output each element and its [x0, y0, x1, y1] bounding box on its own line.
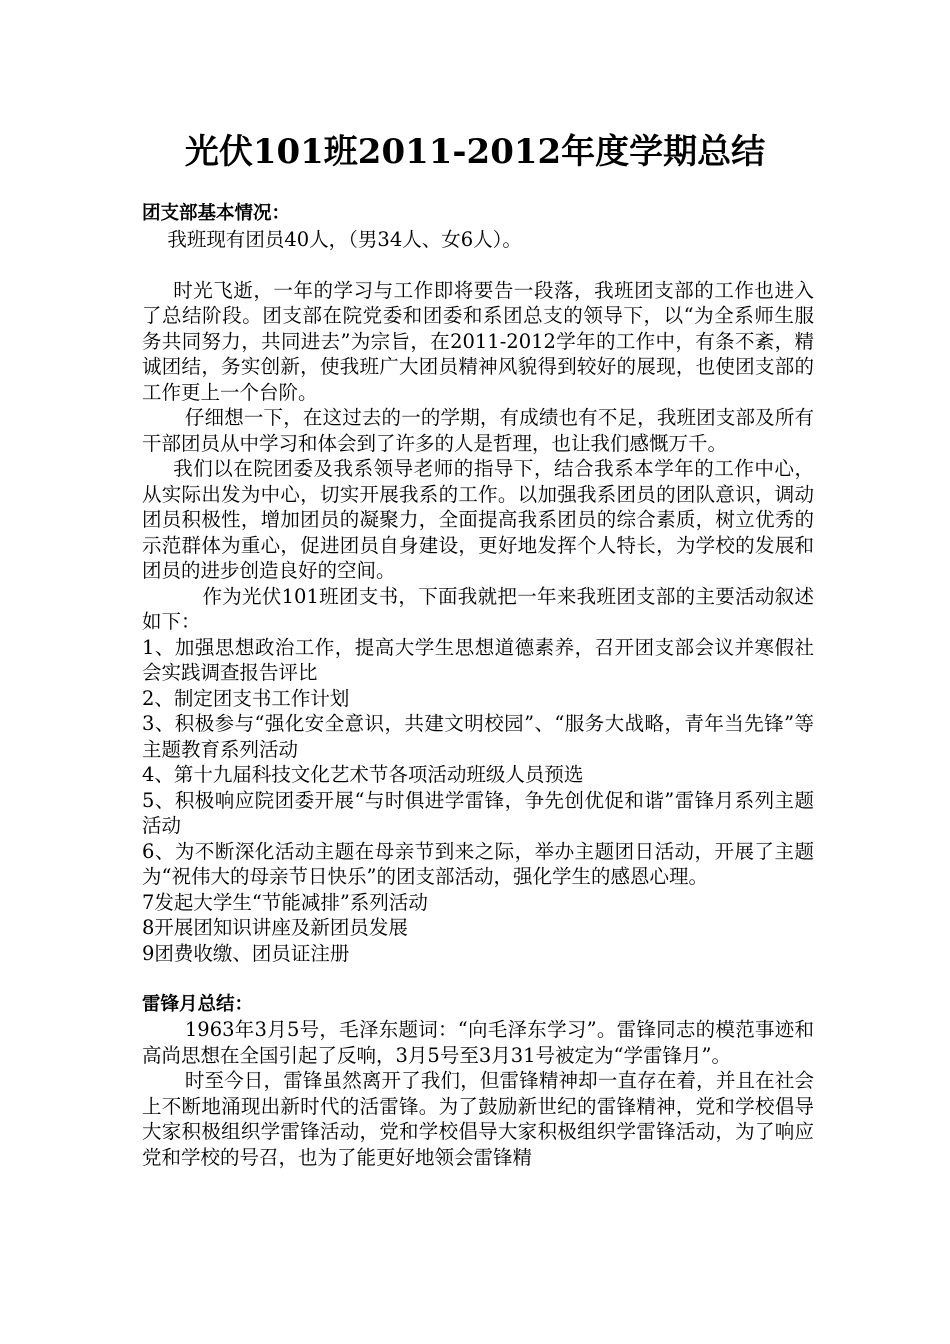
activity-item: 6、为不断深化活动主题在母亲节到来之际，举办主题团日活动，开展了主题为“祝伟大的母亲节日快乐”的团支部活动，强化学生的感恩心理。 — [142, 839, 814, 888]
blank-line — [142, 252, 814, 278]
paragraph-guidance: 我们以在院团委及我系领导老师的指导下，结合我系本学年的工作中心，从实际出发为中心，切实开展我系的工作。以加强我系团员的团队意识，调动团员积极性，增加团员的凝聚力，全面提高我系团员的综合素质，树立优秀的示范群体为重心，促进团员自身建设，更好地发挥个人特长，为学校的发展和团员的进步创造良好的空间。 — [142, 457, 814, 582]
section-heading-lei-feng-month: 雷锋月总结： — [142, 993, 254, 1015]
activity-item: 4、第十九届科技文化艺术节各项活动班级人员预选 — [142, 763, 584, 786]
page-title: 光伏101班2011-2012年度学期总结 — [184, 132, 766, 172]
paragraph-activities-intro: 作为光伏101班团支书，下面我就把一年来我班团支部的主要活动叙述如下： — [142, 584, 814, 633]
blank-line — [142, 966, 814, 992]
activity-item: 8开展团知识讲座及新团员发展 — [142, 916, 408, 939]
activity-item: 1、加强思想政治工作，提高大学生思想道德素养，召开团支部会议并寒假社会实践调查报告评比 — [142, 635, 814, 684]
document-body — [142, 201, 814, 1170]
members-count-line: 我班现有团员40人，（男34人、女6人）。 — [167, 227, 522, 251]
activity-item: 9团费收缴、团员证注册 — [142, 941, 350, 965]
paragraph-intro: 时光飞逝，一年的学习与工作即将要告一段落，我班团支部的工作也进入了总结阶段。团支部在院党委和团委和系团总支的领导下，以“为全系师生服务共同努力，共同进去”为宗旨，在2011-2012学年的工作中，有条不紊，精诚团结，务实创新，使我班广大团员精神风貌得到较好的展现，也使团支部的工作更上一个台阶。 — [142, 278, 814, 404]
paragraph-reflection: 仔细想一下，在这过去的一的学期，有成绩也有不足，我班团支部及所有干部团员从中学习和体会到了许多的人是哲理，也让我们感慨万千。 — [142, 406, 814, 455]
activity-item: 5、积极响应院团委开展“与时俱进学雷锋，争先创优促和谐”雷锋月系列主题活动 — [142, 788, 814, 837]
activity-item: 3、积极参与“强化安全意识，共建文明校园”、“服务大战略，青年当先锋”等主题教育系列活动 — [142, 712, 814, 761]
section-heading-league-branch: 团支部基本情况： — [142, 203, 291, 224]
activity-item: 2、制定团支书工作计划 — [142, 686, 350, 710]
paragraph-lei-feng-spirit: 时至今日，雷锋虽然离开了我们，但雷锋精神却一直存在着，并且在社会上不断地涌现出新时代的活雷锋。为了鼓励新世纪的雷锋精神，党和学校倡导大家积极组织学雷锋活动，党和学校倡导大家积极组织学雷锋活动，为了响应党和学校的号召，也为了能更好地领会雷锋精 — [142, 1069, 814, 1169]
paragraph-lei-feng-history: 1963年3月5号，毛泽东题词：“向毛泽东学习”。雷锋同志的模范事迹和高尚思想在全国引起了反响，3月5号至3月31号被定为“学雷锋月”。 — [142, 1018, 814, 1067]
activity-item: 7发起大学生“节能减排”系列活动 — [142, 890, 428, 914]
